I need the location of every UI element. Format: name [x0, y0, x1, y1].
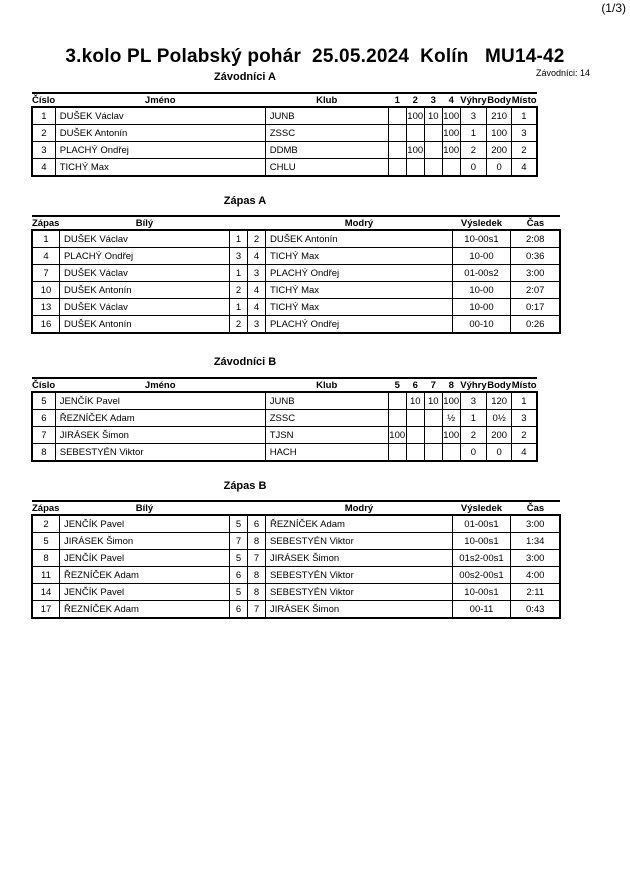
score-2: [406, 427, 424, 444]
points: 0: [487, 159, 512, 177]
blue-number: 7: [247, 601, 265, 619]
score-2: [406, 159, 424, 177]
result: 00s2-00s1: [452, 567, 510, 584]
header-col-r3: 3: [430, 94, 436, 106]
racer-name: TICHÝ Max: [55, 159, 265, 177]
blue-name: ŘEZNÍČEK Adam: [265, 515, 452, 533]
page-title: 3.kolo PL Polabský pohár 25.05.2024 Kolín MU14-42: [65, 46, 565, 67]
header-col-time: Čas: [526, 502, 545, 514]
time: 2:07: [510, 282, 560, 299]
wins: 2: [460, 142, 486, 159]
blue-name: TICHÝ Max: [265, 248, 452, 265]
racer-club: JUNB: [265, 107, 388, 125]
time: 3:00: [510, 265, 560, 282]
header-col-time: Čas: [526, 217, 545, 229]
white-number: 6: [229, 567, 247, 584]
result: 10-00: [452, 282, 510, 299]
white-number: 7: [229, 533, 247, 550]
blue-name: SEBESTYÉN Viktor: [265, 567, 452, 584]
result: 10-00s1: [452, 533, 510, 550]
matches-b-header-row: [32, 501, 560, 515]
time: 0:26: [510, 316, 560, 334]
score-2: [406, 410, 424, 427]
header-col-number: Číslo: [32, 94, 56, 106]
score-3: [424, 444, 442, 462]
racer-club: DDMB: [265, 142, 388, 159]
header-col-r2: 2: [412, 94, 418, 106]
blue-number: 8: [247, 584, 265, 601]
time: 0:17: [510, 299, 560, 316]
place: 1: [512, 392, 537, 410]
blue-name: JIRÁSEK Šimon: [265, 601, 452, 619]
white-name: JENČÍK Pavel: [59, 550, 229, 567]
header-col-points: Body: [487, 94, 512, 106]
wins: 3: [460, 392, 486, 410]
points: 100: [487, 125, 512, 142]
blue-name: PLACHÝ Ondřej: [265, 316, 452, 334]
score-3: [424, 427, 442, 444]
racer-number: 3: [32, 142, 55, 159]
racer-name: PLACHÝ Ondřej: [55, 142, 265, 159]
table-row: [32, 410, 537, 427]
result: 10-00: [452, 299, 510, 316]
table-row: [32, 584, 560, 601]
blue-number: 6: [247, 515, 265, 533]
blue-number: 2: [247, 230, 265, 248]
header-col-club: Klub: [316, 94, 338, 106]
table-row: [32, 125, 537, 142]
blue-number: 7: [247, 550, 265, 567]
place: 4: [512, 159, 537, 177]
header-col-name: Jméno: [144, 94, 176, 106]
table-row: [32, 142, 537, 159]
table-row: [32, 265, 560, 282]
racers-count: Závodníci: 14: [536, 68, 591, 78]
header-col-r1: 1: [394, 94, 400, 106]
points: 200: [487, 142, 512, 159]
score-1: 100: [388, 427, 406, 444]
header-col-wins: Výhry: [460, 94, 487, 106]
white-name: JENČÍK Pavel: [59, 515, 229, 533]
result: 01s2-00s1: [452, 550, 510, 567]
table-row: [32, 392, 537, 410]
header-col-name: Jméno: [144, 379, 176, 391]
header-col-wins: Výhry: [460, 379, 487, 391]
score-4: 100: [442, 107, 460, 125]
table-row: [32, 107, 537, 125]
group-a-table: [31, 92, 538, 177]
time: 0:43: [510, 601, 560, 619]
header-col-r4: 4: [448, 94, 454, 106]
racer-club: CHLU: [265, 159, 388, 177]
wins: 0: [460, 159, 486, 177]
group-b-header-row: [32, 378, 537, 392]
header-col-place: Místo: [511, 379, 537, 391]
racer-number: 7: [32, 427, 55, 444]
score-4: 100: [442, 427, 460, 444]
result: 01-00s2: [452, 265, 510, 282]
result: 10-00s1: [452, 584, 510, 601]
result: 01-00s1: [452, 515, 510, 533]
white-name: DUŠEK Václav: [59, 230, 229, 248]
time: 4:00: [510, 567, 560, 584]
header-col-number: Číslo: [32, 379, 56, 391]
white-name: JENČÍK Pavel: [59, 584, 229, 601]
racer-club: ZSSC: [265, 125, 388, 142]
blue-name: SEBESTYÉN Viktor: [265, 533, 452, 550]
time: 2:08: [510, 230, 560, 248]
score-1: [388, 410, 406, 427]
matches-b-heading: Zápas B: [223, 480, 267, 492]
white-name: DUŠEK Antonín: [59, 316, 229, 334]
score-1: [388, 159, 406, 177]
racer-name: ŘEZNÍČEK Adam: [55, 410, 265, 427]
table-row: [32, 444, 537, 462]
score-3: [424, 125, 442, 142]
points: 120: [487, 392, 512, 410]
header-col-r4: 8: [448, 379, 454, 391]
match-number: 10: [32, 282, 59, 299]
blue-number: 4: [247, 248, 265, 265]
header-col-club: Klub: [316, 379, 338, 391]
white-name: DUŠEK Václav: [59, 299, 229, 316]
racer-club: ZSSC: [265, 410, 388, 427]
white-number: 1: [229, 299, 247, 316]
header-spacer: [229, 216, 247, 230]
racer-number: 8: [32, 444, 55, 462]
wins: 3: [460, 107, 486, 125]
header-spacer: [247, 501, 265, 515]
white-number: 5: [229, 515, 247, 533]
header-col-r1: 5: [394, 379, 400, 391]
white-number: 5: [229, 550, 247, 567]
place: 3: [512, 125, 537, 142]
racer-name: SEBESTYÉN Viktor: [55, 444, 265, 462]
white-name: ŘEZNÍČEK Adam: [59, 601, 229, 619]
score-4: [442, 444, 460, 462]
header-col-result: Výsledek: [460, 502, 503, 514]
place: 4: [512, 444, 537, 462]
score-4: ½: [442, 410, 460, 427]
score-4: [442, 159, 460, 177]
score-2: [406, 125, 424, 142]
result: 10-00: [452, 248, 510, 265]
table-row: [32, 515, 560, 533]
racer-club: TJSN: [265, 427, 388, 444]
white-number: 5: [229, 584, 247, 601]
header-col-result: Výsledek: [460, 217, 503, 229]
score-4: 100: [442, 125, 460, 142]
white-name: DUŠEK Antonín: [59, 282, 229, 299]
white-name: JIRÁSEK Šimon: [59, 533, 229, 550]
match-number: 5: [32, 533, 59, 550]
match-number: 13: [32, 299, 59, 316]
header-spacer: [247, 216, 265, 230]
place: 3: [512, 410, 537, 427]
table-row: [32, 248, 560, 265]
score-2: 100: [406, 107, 424, 125]
time: 3:00: [510, 550, 560, 567]
table-row: [32, 282, 560, 299]
score-1: [388, 444, 406, 462]
header-col-blue: Modrý: [344, 502, 374, 514]
header-col-match: Zápas: [32, 502, 60, 514]
group-a-header-row: [32, 93, 537, 107]
score-1: [388, 107, 406, 125]
table-row: [32, 159, 537, 177]
wins: 0: [460, 444, 486, 462]
racer-name: JENČÍK Pavel: [55, 392, 265, 410]
place: 2: [512, 427, 537, 444]
time: 1:34: [510, 533, 560, 550]
match-number: 1: [32, 230, 59, 248]
time: 3:00: [510, 515, 560, 533]
group-a-heading: Závodníci A: [214, 71, 276, 83]
score-1: [388, 392, 406, 410]
points: 210: [487, 107, 512, 125]
racer-number: 6: [32, 410, 55, 427]
racer-name: JIRÁSEK Šimon: [55, 427, 265, 444]
wins: 1: [460, 125, 486, 142]
blue-number: 3: [247, 316, 265, 334]
racer-number: 1: [32, 107, 55, 125]
page-number: (1/3): [601, 1, 626, 15]
white-name: ŘEZNÍČEK Adam: [59, 567, 229, 584]
racer-number: 5: [32, 392, 55, 410]
place: 1: [512, 107, 537, 125]
blue-name: TICHÝ Max: [265, 282, 452, 299]
racer-name: DUŠEK Antonín: [55, 125, 265, 142]
header-col-match: Zápas: [32, 217, 60, 229]
racer-name: DUŠEK Václav: [55, 107, 265, 125]
result: 00-10: [452, 316, 510, 334]
header-col-white: Bílý: [135, 502, 154, 514]
white-number: 6: [229, 601, 247, 619]
wins: 2: [460, 427, 486, 444]
header-spacer: [229, 501, 247, 515]
matches-b-table: [31, 500, 561, 619]
header-col-white: Bílý: [135, 217, 154, 229]
header-col-r3: 7: [430, 379, 436, 391]
table-row: [32, 601, 560, 619]
header-col-place: Místo: [511, 94, 537, 106]
score-3: [424, 159, 442, 177]
points: 0: [487, 444, 512, 462]
points: 0½: [487, 410, 512, 427]
header-col-blue: Modrý: [344, 217, 374, 229]
score-3: 10: [424, 107, 442, 125]
white-number: 1: [229, 230, 247, 248]
white-name: PLACHÝ Ondřej: [59, 248, 229, 265]
blue-number: 4: [247, 282, 265, 299]
match-number: 8: [32, 550, 59, 567]
score-2: 100: [406, 142, 424, 159]
header-col-r2: 6: [412, 379, 418, 391]
header-col-points: Body: [487, 379, 512, 391]
score-3: [424, 410, 442, 427]
result: 10-00s1: [452, 230, 510, 248]
score-2: 10: [406, 392, 424, 410]
time: 0:36: [510, 248, 560, 265]
table-row: [32, 567, 560, 584]
blue-name: JIRÁSEK Šimon: [265, 550, 452, 567]
racer-club: HACH: [265, 444, 388, 462]
match-number: 7: [32, 265, 59, 282]
score-3: 10: [424, 392, 442, 410]
points: 200: [487, 427, 512, 444]
white-name: DUŠEK Václav: [59, 265, 229, 282]
white-number: 2: [229, 316, 247, 334]
white-number: 1: [229, 265, 247, 282]
match-number: 14: [32, 584, 59, 601]
blue-number: 8: [247, 567, 265, 584]
score-1: [388, 125, 406, 142]
table-row: [32, 230, 560, 248]
blue-number: 4: [247, 299, 265, 316]
group-b-table: [31, 377, 538, 462]
place: 2: [512, 142, 537, 159]
result: 00-11: [452, 601, 510, 619]
racer-number: 2: [32, 125, 55, 142]
score-1: [388, 142, 406, 159]
blue-name: DUŠEK Antonín: [265, 230, 452, 248]
table-row: [32, 533, 560, 550]
match-number: 16: [32, 316, 59, 334]
score-2: [406, 444, 424, 462]
table-row: [32, 550, 560, 567]
match-number: 4: [32, 248, 59, 265]
blue-name: PLACHÝ Ondřej: [265, 265, 452, 282]
table-row: [32, 427, 537, 444]
matches-a-header-row: [32, 216, 560, 230]
table-row: [32, 299, 560, 316]
white-number: 2: [229, 282, 247, 299]
blue-number: 3: [247, 265, 265, 282]
wins: 1: [460, 410, 486, 427]
racer-number: 4: [32, 159, 55, 177]
match-number: 2: [32, 515, 59, 533]
blue-name: SEBESTYÉN Viktor: [265, 584, 452, 601]
racer-club: JUNB: [265, 392, 388, 410]
blue-name: TICHÝ Max: [265, 299, 452, 316]
group-b-heading: Závodníci B: [213, 356, 277, 368]
score-4: 100: [442, 142, 460, 159]
score-4: 100: [442, 392, 460, 410]
white-number: 3: [229, 248, 247, 265]
blue-number: 8: [247, 533, 265, 550]
match-number: 17: [32, 601, 59, 619]
matches-a-table: [31, 215, 561, 334]
matches-a-heading: Zápas A: [223, 195, 267, 207]
time: 2:11: [510, 584, 560, 601]
table-row: [32, 316, 560, 334]
score-3: [424, 142, 442, 159]
match-number: 11: [32, 567, 59, 584]
